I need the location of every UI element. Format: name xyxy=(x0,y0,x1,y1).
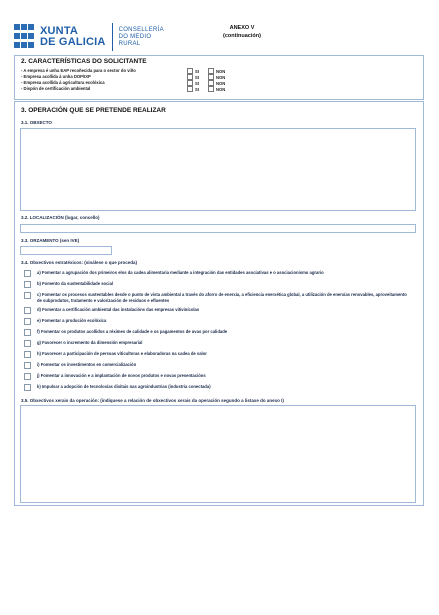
objective-item[interactable]: f) Fomentar os produtos acollidos a réximes de calidade e os pagamentos de uvas por calidade xyxy=(24,329,412,336)
objective-item[interactable]: k) Impulsar a adopción de tecnoloxías dixitais nas agroindustrias (industria conectada) xyxy=(24,384,412,391)
objective-item[interactable]: d) Fomentar a certificación ambiental das instalacións das empresas vitivinícolas xyxy=(24,307,412,314)
checkbox-icon[interactable] xyxy=(24,281,31,288)
annex-title: ANEXO V xyxy=(229,25,255,31)
section-3-box xyxy=(14,101,424,506)
objective-item[interactable]: c) Fomentar os procesos sustentables desde o punto de vista ambiental a través do aforro de enerxía, a eficiencia enerxética global, a utilización de enerxías renovables, aproveitamento de subprodutos, tratamento e valorización de residuos e efluentes xyxy=(24,292,412,303)
localizacion-input[interactable] xyxy=(20,224,416,233)
annex-subtitle: (continuación) xyxy=(223,33,261,39)
checkbox-icon[interactable] xyxy=(187,86,193,92)
localizacion-label: 3.2. LOCALIZACIÓN (lugar, concello) xyxy=(21,215,100,220)
section-2-title: 2. CARACTERÍSTICAS DO SOLICITANTE xyxy=(21,58,147,65)
xunta-emblem-icon xyxy=(14,24,36,50)
objective-item[interactable]: i) Fomentar os investimentos en comercialización xyxy=(24,362,412,369)
checkbox-icon[interactable] xyxy=(24,362,31,369)
criterion-label: - Empresa acollida á unha DOP/IXP xyxy=(21,74,91,79)
checkbox-icon[interactable] xyxy=(24,373,31,380)
section-3-title: 3. OPERACIÓN QUE SE PRETENDE REALIZAR xyxy=(21,107,166,114)
checkbox-icon[interactable] xyxy=(24,292,31,299)
checkbox-icon[interactable] xyxy=(24,329,31,336)
obxecto-textarea[interactable] xyxy=(20,128,416,211)
checkbox-icon[interactable] xyxy=(208,86,214,92)
logo-main-text: XUNTA DE GALICIA xyxy=(40,25,106,48)
obxectivos-xerais-label: 3.5. Obxectivos xerais da operación: (indíquese a relación de obxectivos xerais da operación segundo a listaxe do anexo I) xyxy=(21,398,284,403)
obxecto-label: 3.1. OBXECTO xyxy=(21,120,52,125)
checkbox-icon[interactable] xyxy=(24,270,31,277)
logo-sub-text: CONSELLERÍA DO MEDIO RURAL xyxy=(118,26,164,47)
obxectivos-xerais-textarea[interactable] xyxy=(20,405,416,503)
criterion-label: - A empresa é unha EAP recoñecida para o sector do viño xyxy=(21,68,136,73)
objective-item[interactable]: j) Fomentar a innovación e a implantación de novos produtos e novas presentacións xyxy=(24,373,412,380)
criterion-no-option[interactable]: NON xyxy=(208,68,225,74)
objective-item[interactable]: b) Fomento da sustentabilidade social xyxy=(24,281,412,288)
objective-item[interactable]: h) Favorecer a participación de persoas viticultoras e elaboradoras na cadea de valor xyxy=(24,351,412,358)
checkbox-icon[interactable] xyxy=(24,318,31,325)
criterion-no-option[interactable]: NON xyxy=(208,80,225,86)
checkbox-icon[interactable] xyxy=(24,384,31,391)
criterion-label: - Dispón de certificación ambiental xyxy=(21,86,91,91)
criterion-label: - Empresa acollida á agricultura ecolóxica xyxy=(21,80,105,85)
checkbox-icon[interactable] xyxy=(24,340,31,347)
objective-item[interactable]: e) Fomentar a produción ecolóxica xyxy=(24,318,412,325)
criterion-yes-option[interactable]: SI xyxy=(187,80,199,86)
orzamento-input[interactable] xyxy=(20,246,112,255)
objective-item[interactable]: a) Fomentar a agrupación dos primeiros elos da cadea alimentaria mediante a integración das entidades asociativas e o asociacionismo agrario xyxy=(24,270,412,277)
criterion-no-option[interactable]: NON xyxy=(208,74,225,80)
criterion-yes-option[interactable]: SI xyxy=(187,86,199,92)
annex-heading xyxy=(212,24,272,40)
criterion-no-option[interactable]: NON xyxy=(208,86,225,92)
logo-separator xyxy=(112,23,113,51)
xunta-logo xyxy=(14,22,164,52)
criterion-yes-option[interactable]: SI xyxy=(187,74,199,80)
checkbox-icon[interactable] xyxy=(24,351,31,358)
section-2-box xyxy=(14,55,424,100)
criterion-yes-option[interactable]: SI xyxy=(187,68,199,74)
objective-item[interactable]: g) Favorecer o incremento da dimensión empresarial xyxy=(24,340,412,347)
obxectivos-label: 3.4. Obxectivos estratéxicos: (sinálese o que proceda) xyxy=(21,260,138,265)
checkbox-icon[interactable] xyxy=(24,307,31,314)
orzamento-label: 3.3. ORZAMENTO (sen IVE) xyxy=(21,238,80,243)
